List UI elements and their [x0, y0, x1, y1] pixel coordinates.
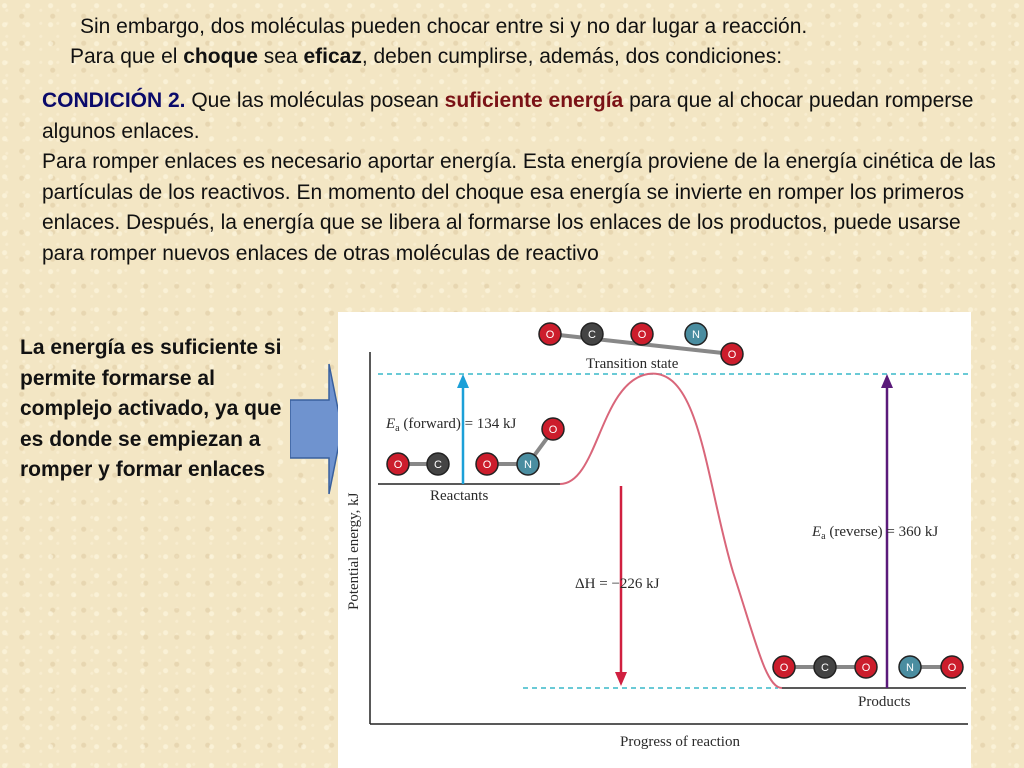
product-molecules	[773, 656, 963, 678]
svg-text:O: O	[545, 329, 555, 341]
ea-reverse-arrowhead-icon	[881, 374, 893, 388]
svg-text:O: O	[482, 459, 492, 471]
pointer-arrow-icon	[290, 362, 344, 496]
y-axis-label: Potential energy, kJ	[346, 492, 362, 610]
ts-atom-o2	[631, 323, 653, 345]
ea-reverse-label	[811, 524, 938, 542]
intro-line-2-c: sea	[257, 45, 304, 68]
svg-text:C: C	[821, 662, 829, 674]
svg-text:N: N	[906, 662, 914, 674]
condition-label: CONDICIÓN 2.	[42, 89, 186, 112]
ts-atom-o1	[539, 323, 561, 345]
svg-text:N: N	[692, 329, 700, 341]
condition-text-a: Que las moléculas posean	[185, 89, 445, 112]
ea-forward-arrowhead-icon	[457, 374, 469, 388]
condition-title	[42, 86, 1002, 147]
ea-reverse-prefix: E	[812, 524, 822, 540]
delta-h-label: ΔH = −226 kJ	[575, 576, 660, 592]
svg-text:C: C	[588, 329, 596, 341]
svg-text:O: O	[637, 329, 647, 341]
svg-text:O: O	[393, 459, 403, 471]
product-atom-n	[899, 656, 921, 678]
svg-text:O: O	[548, 424, 558, 436]
intro-line-2	[70, 42, 1010, 72]
svg-text:N: N	[524, 459, 532, 471]
intro-line-2-e: , deben cumplirse, además, dos condiciones:	[361, 45, 783, 68]
product-atom-o3	[941, 656, 963, 678]
condition-paragraph: Para romper enlaces es necesario aportar energía. Esta energía proviene de la energía cinética de las partículas de los reactivos. En momento del choque esa energía se invierte en romper los primeros enlaces. Después, la energía que se libera al formarse los enlaces de los productos, puede usarse para romper nuevos enlaces de otras moléculas de reactivo	[42, 150, 996, 265]
product-atom-c	[814, 656, 836, 678]
intro-text	[70, 12, 1010, 72]
products-label: Products	[858, 694, 911, 710]
svg-text:O: O	[727, 349, 737, 361]
ts-atom-o3	[721, 343, 743, 365]
reactant-atom-n	[517, 453, 539, 475]
energy-curve	[560, 374, 782, 688]
condition-text-b: para que al chocar puedan romperse algunos enlaces.	[42, 89, 974, 143]
delta-h-arrowhead-icon	[615, 672, 627, 686]
intro-eficaz: eficaz	[303, 45, 362, 68]
reactant-atom-c	[427, 453, 449, 475]
ea-forward-label	[385, 416, 517, 434]
ts-atom-n	[685, 323, 707, 345]
condition-highlight: suficiente energía	[444, 89, 624, 112]
ea-forward-text: (forward) = 134 kJ	[399, 416, 517, 432]
condition-block	[42, 86, 1002, 269]
product-atom-o1	[773, 656, 795, 678]
ea-reverse-text: (reverse) = 360 kJ	[825, 524, 939, 540]
intro-line-1: Sin embargo, dos moléculas pueden chocar entre si y no dar lugar a reacción.	[80, 15, 808, 38]
svg-text:C: C	[434, 459, 442, 471]
product-atom-o2	[855, 656, 877, 678]
reactant-atom-o3	[542, 418, 564, 440]
ea-forward-sub: a	[395, 423, 400, 434]
x-axis-label: Progress of reaction	[620, 734, 740, 750]
energy-diagram	[338, 312, 971, 768]
ea-forward-prefix: E	[386, 416, 396, 432]
transition-state-label: Transition state	[586, 356, 679, 372]
svg-text:O: O	[779, 662, 789, 674]
svg-text:O: O	[947, 662, 957, 674]
reactant-atom-o2	[476, 453, 498, 475]
svg-text:O: O	[861, 662, 871, 674]
intro-line-2-a: Para que el	[70, 45, 184, 68]
reactant-atom-o1	[387, 453, 409, 475]
ts-atom-c	[581, 323, 603, 345]
intro-choque: choque	[183, 45, 258, 68]
reactants-label: Reactants	[430, 488, 489, 504]
side-note: La energía es suficiente si permite formarse al complejo activado, ya que es donde se empiezan a romper y formar enlaces	[20, 336, 282, 481]
ea-reverse-sub: a	[821, 531, 826, 542]
